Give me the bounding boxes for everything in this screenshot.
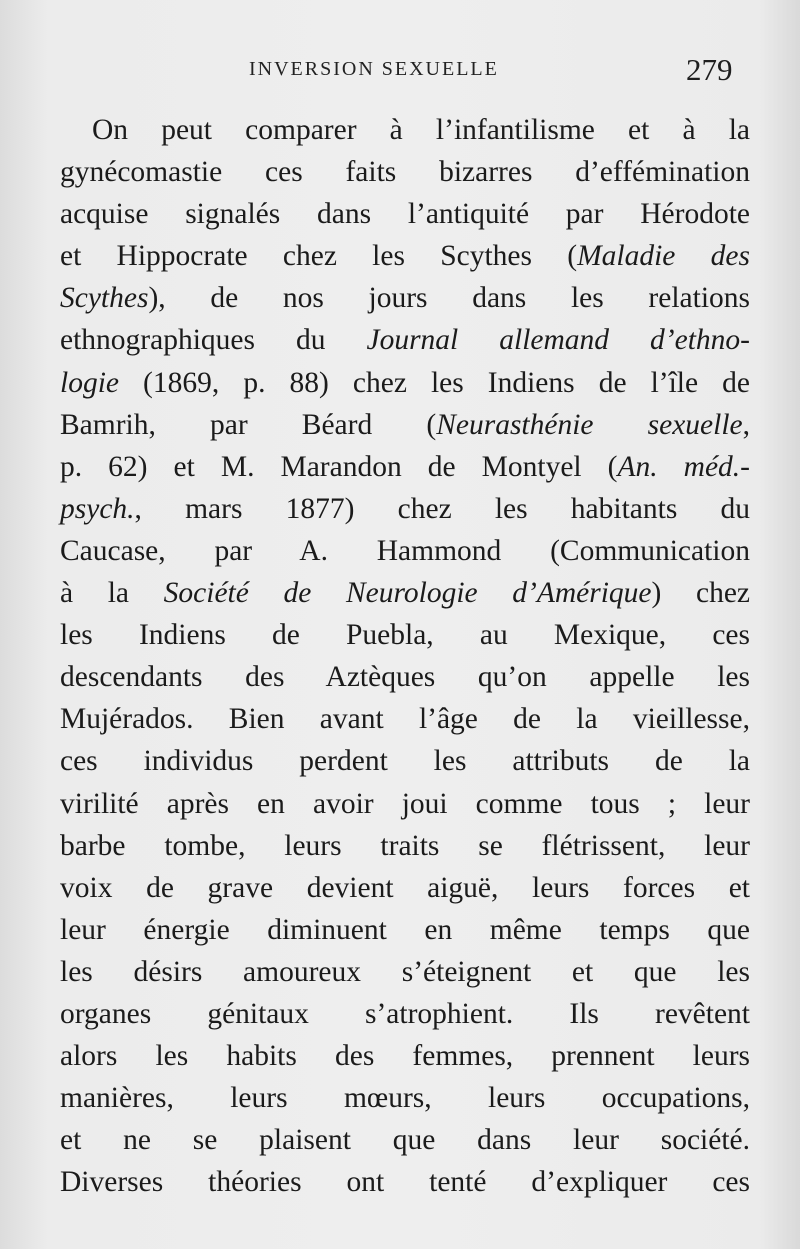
text-line — [60, 151, 750, 193]
text-segment: Bamrih, par Béard ( — [60, 408, 437, 441]
italic-text-segment: Neurasthénie sexuelle — [436, 408, 743, 441]
text-line — [60, 1035, 750, 1077]
text-segment: On peut comparer à l’infantilisme et à la — [92, 114, 750, 146]
text-line — [60, 446, 750, 488]
text-line — [60, 783, 750, 825]
body-paragraph — [60, 109, 750, 1203]
italic-text-segment: logie — [60, 366, 119, 399]
text-line — [60, 530, 750, 572]
text-line — [60, 993, 750, 1035]
italic-text-segment: Scythes — [60, 282, 149, 315]
text-segment: , — [742, 408, 750, 441]
text-line — [60, 867, 750, 909]
text-segment: barbe tombe, leurs traits se flétrissent, leur — [60, 829, 750, 862]
page-header — [0, 52, 800, 92]
text-segment: gynécomastie ces faits bizarres d’effémination — [60, 156, 750, 189]
text-line — [60, 235, 750, 277]
text-segment: virilité après en avoir joui comme tous ; leur — [60, 787, 750, 820]
text-segment: ethnographiques du — [60, 324, 367, 357]
text-line — [60, 109, 750, 151]
text-line — [60, 740, 750, 782]
text-segment: à la — [60, 577, 164, 610]
text-line — [60, 1161, 750, 1203]
text-segment: alors les habits des femmes, prennent leurs — [60, 1040, 750, 1073]
running-title: INVERSION SEXUELLE — [249, 58, 499, 80]
text-segment: p. 62) et M. Marandon de Montyel ( — [60, 450, 618, 483]
text-line — [60, 909, 750, 951]
text-segment: manières, leurs mœurs, leurs occupations, — [60, 1082, 750, 1115]
italic-text-segment: psych. — [60, 492, 135, 525]
text-line — [60, 698, 750, 740]
text-line — [60, 488, 750, 530]
text-segment: les Indiens de Puebla, au Mexique, ces — [60, 619, 750, 652]
text-segment: et ne se plaisent que dans leur société. — [60, 1124, 750, 1157]
text-segment: acquise signalés dans l’antiquité par Hérodote — [60, 198, 750, 231]
text-segment: voix de grave devient aiguë, leurs forces et — [60, 871, 750, 904]
text-segment: ), de nos jours dans les relations — [148, 282, 750, 315]
text-segment: Caucase, par A. Hammond (Communication — [60, 534, 750, 567]
text-segment: , mars 1877) chez les habitants du — [134, 492, 750, 525]
italic-text-segment: Maladie des — [577, 240, 750, 273]
text-segment: leur énergie diminuent en même temps que — [60, 913, 750, 946]
text-line — [60, 656, 750, 698]
text-segment: (1869, p. 88) chez les Indiens de l’île de — [119, 366, 750, 399]
text-line — [60, 572, 750, 614]
text-segment: et Hippocrate chez les Scythes ( — [60, 240, 578, 273]
text-line — [60, 404, 750, 446]
text-line — [60, 825, 750, 867]
text-line — [60, 193, 750, 235]
text-line — [60, 614, 750, 656]
italic-text-segment: Société de Neurologie d’Amérique — [163, 577, 652, 610]
text-line — [60, 362, 750, 404]
text-segment: ) chez — [651, 577, 751, 610]
text-segment: ces individus perdent les attributs de la — [60, 745, 750, 778]
italic-text-segment: An. méd.- — [617, 450, 750, 483]
text-segment: les désirs amoureux s’éteignent et que les — [60, 955, 750, 988]
text-line — [60, 319, 750, 361]
page-number: 279 — [686, 52, 733, 87]
text-segment: Diverses théories ont tenté d’expliquer ces — [60, 1166, 750, 1199]
text-line — [60, 1119, 750, 1161]
text-segment: descendants des Aztèques qu’on appelle les — [60, 661, 750, 694]
text-segment: organes génitaux s’atrophient. Ils revêtent — [60, 997, 750, 1030]
text-segment: Mujérados. Bien avant l’âge de la vieillesse, — [60, 703, 750, 736]
text-line — [60, 277, 750, 319]
text-line — [60, 1077, 750, 1119]
text-line — [60, 951, 750, 993]
italic-text-segment: Journal allemand d’ethno- — [366, 324, 750, 357]
